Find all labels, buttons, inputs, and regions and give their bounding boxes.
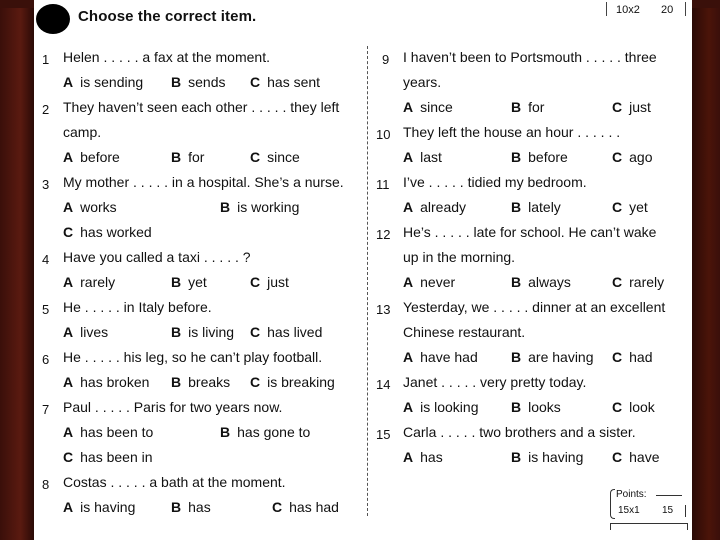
option-b[interactable]: B yet bbox=[171, 274, 207, 290]
question-number: 8 bbox=[42, 477, 50, 492]
option-a[interactable]: A has bbox=[403, 449, 443, 465]
option-c[interactable]: C just bbox=[612, 99, 651, 115]
option-a[interactable]: A lives bbox=[63, 324, 109, 340]
option-b[interactable]: B is living bbox=[171, 324, 235, 340]
option-a[interactable]: A works bbox=[63, 199, 117, 215]
instruction-heading: Choose the correct item. bbox=[78, 8, 257, 25]
points-multiplier: 15x1 bbox=[618, 505, 640, 516]
question-text: Helen . . . . . a fax at the moment. bbox=[63, 49, 270, 65]
points-bracket-left bbox=[610, 489, 615, 519]
question-number: 11 bbox=[376, 177, 390, 192]
question-text: Carla . . . . . two brothers and a sister. bbox=[403, 424, 636, 440]
option-c[interactable]: C had bbox=[612, 349, 653, 365]
question-number: 9 bbox=[382, 52, 390, 67]
option-b[interactable]: B before bbox=[511, 149, 568, 165]
score-multiplier: 10x2 bbox=[616, 4, 640, 16]
option-a[interactable]: A is having bbox=[63, 499, 136, 515]
option-b[interactable]: B is working bbox=[220, 199, 300, 215]
option-a[interactable]: A before bbox=[63, 149, 120, 165]
question-text: He . . . . . his leg, so he can’t play football. bbox=[63, 349, 323, 365]
option-b[interactable]: B lately bbox=[511, 199, 561, 215]
option-c[interactable]: C has worked bbox=[63, 224, 152, 240]
question-text: Janet . . . . . very pretty today. bbox=[403, 374, 587, 390]
option-c[interactable]: C ago bbox=[612, 149, 653, 165]
option-a[interactable]: A already bbox=[403, 199, 467, 215]
option-a[interactable]: A is sending bbox=[63, 74, 144, 90]
option-a[interactable]: A never bbox=[403, 274, 456, 290]
option-b[interactable]: B looks bbox=[511, 399, 561, 415]
question-number: 10 bbox=[376, 127, 391, 142]
option-a[interactable]: A last bbox=[403, 149, 442, 165]
question-text-continued: years. bbox=[403, 74, 442, 90]
question-number: 2 bbox=[42, 102, 50, 117]
question-number: 4 bbox=[42, 252, 50, 267]
section-bullet-icon bbox=[36, 4, 70, 34]
option-c[interactable]: C has had bbox=[272, 499, 339, 515]
question-text: Paul . . . . . Paris for two years now. bbox=[63, 399, 283, 415]
option-c[interactable]: C has sent bbox=[250, 74, 321, 90]
question-text-continued: camp. bbox=[63, 124, 102, 140]
question-text: He’s . . . . . late for school. He can’t wake bbox=[403, 224, 657, 240]
total-box-edge bbox=[610, 523, 688, 530]
question-text: Yesterday, we . . . . . dinner at an excellent bbox=[403, 299, 666, 315]
question-text: Costas . . . . . a bath at the moment. bbox=[63, 474, 286, 490]
option-a[interactable]: A have had bbox=[403, 349, 478, 365]
option-c[interactable]: C since bbox=[250, 149, 300, 165]
question-number: 6 bbox=[42, 352, 50, 367]
option-a[interactable]: A has broken bbox=[63, 374, 150, 390]
option-c[interactable]: C look bbox=[612, 399, 655, 415]
option-c[interactable]: C has been in bbox=[63, 449, 153, 465]
question-text: My mother . . . . . in a hospital. She’s a nurse. bbox=[63, 174, 344, 190]
score-box-top bbox=[606, 2, 686, 18]
points-label: Points: bbox=[616, 489, 647, 500]
question-text-continued: up in the morning. bbox=[403, 249, 516, 265]
points-bracket-right bbox=[683, 505, 686, 517]
option-c[interactable]: C has lived bbox=[250, 324, 323, 340]
question-number: 14 bbox=[376, 377, 391, 392]
column-divider bbox=[367, 46, 368, 516]
option-a[interactable]: A is looking bbox=[403, 399, 479, 415]
option-a[interactable]: A since bbox=[403, 99, 453, 115]
question-number: 7 bbox=[42, 402, 50, 417]
question-number: 12 bbox=[376, 227, 391, 242]
question-text: He . . . . . in Italy before. bbox=[63, 299, 212, 315]
option-c[interactable]: C rarely bbox=[612, 274, 665, 290]
question-number: 13 bbox=[376, 302, 391, 317]
option-b[interactable]: B for bbox=[171, 149, 205, 165]
option-c[interactable]: C have bbox=[612, 449, 660, 465]
option-b[interactable]: B has bbox=[171, 499, 211, 515]
option-b[interactable]: B are having bbox=[511, 349, 594, 365]
question-text: They haven’t seen each other . . . . . they left bbox=[63, 99, 340, 115]
score-bracket-right bbox=[683, 2, 686, 16]
option-c[interactable]: C yet bbox=[612, 199, 648, 215]
option-c[interactable]: C just bbox=[250, 274, 289, 290]
question-number: 1 bbox=[42, 52, 50, 67]
question-text: I’ve . . . . . tidied my bedroom. bbox=[403, 174, 587, 190]
question-number: 3 bbox=[42, 177, 50, 192]
question-number: 5 bbox=[42, 302, 50, 317]
worksheet-page bbox=[34, 0, 692, 540]
option-c[interactable]: C is breaking bbox=[250, 374, 335, 390]
option-a[interactable]: A has been to bbox=[63, 424, 154, 440]
score-total: 20 bbox=[661, 4, 674, 16]
option-b[interactable]: B sends bbox=[171, 74, 226, 90]
points-blank bbox=[656, 495, 682, 496]
background-right-band bbox=[692, 0, 720, 540]
option-b[interactable]: B breaks bbox=[171, 374, 231, 390]
option-a[interactable]: A rarely bbox=[63, 274, 116, 290]
option-b[interactable]: B has gone to bbox=[220, 424, 311, 440]
score-bracket-left bbox=[606, 2, 609, 16]
question-text-continued: Chinese restaurant. bbox=[403, 324, 526, 340]
question-text: I haven’t been to Portsmouth . . . . . three bbox=[403, 49, 657, 65]
background-left-band bbox=[0, 0, 34, 540]
question-text: They left the house an hour . . . . . . bbox=[403, 124, 621, 140]
points-box bbox=[608, 487, 688, 527]
option-b[interactable]: B for bbox=[511, 99, 545, 115]
points-total: 15 bbox=[662, 505, 674, 516]
question-text: Have you called a taxi . . . . . ? bbox=[63, 249, 251, 265]
option-b[interactable]: B is having bbox=[511, 449, 584, 465]
question-number: 15 bbox=[376, 427, 391, 442]
option-b[interactable]: B always bbox=[511, 274, 571, 290]
